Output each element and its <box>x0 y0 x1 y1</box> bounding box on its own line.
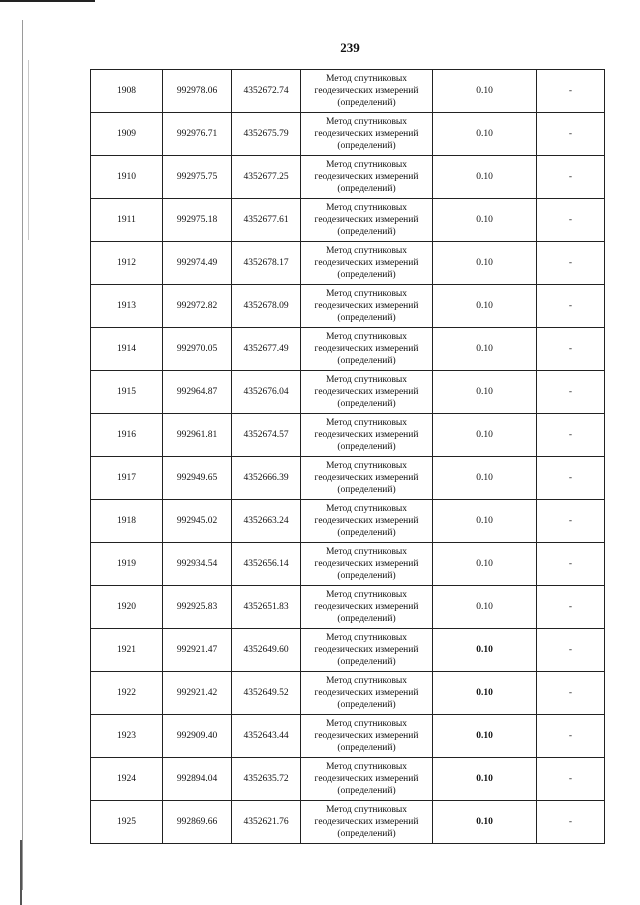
method-line: (определений) <box>337 485 396 495</box>
x-coordinate-cell: 992949.65 <box>163 457 232 500</box>
y-coordinate-cell: 4352678.09 <box>232 285 301 328</box>
note-cell: - <box>537 457 605 500</box>
method-line: Метод спутниковых <box>325 590 408 600</box>
y-coordinate-cell: 4352663.24 <box>232 500 301 543</box>
method-line: (определений) <box>337 313 396 323</box>
method-cell <box>301 156 433 199</box>
method-cell <box>301 199 433 242</box>
accuracy-cell: 0.10 <box>433 543 537 586</box>
accuracy-cell: 0.10 <box>433 715 537 758</box>
note-cell: - <box>537 586 605 629</box>
method-line: Метод спутниковых <box>325 676 408 686</box>
method-line: геодезических измерений <box>314 258 419 268</box>
x-coordinate-cell: 992945.02 <box>163 500 232 543</box>
table-row <box>91 328 605 371</box>
note-cell: - <box>537 801 605 844</box>
note-cell: - <box>537 70 605 113</box>
table-row <box>91 457 605 500</box>
y-coordinate-cell: 4352621.76 <box>232 801 301 844</box>
point-number-cell: 1918 <box>91 500 163 543</box>
table-row <box>91 758 605 801</box>
x-coordinate-cell: 992894.04 <box>163 758 232 801</box>
x-coordinate-cell: 992976.71 <box>163 113 232 156</box>
y-coordinate-cell: 4352677.61 <box>232 199 301 242</box>
method-line: Метод спутниковых <box>325 203 408 213</box>
x-coordinate-cell: 992974.49 <box>163 242 232 285</box>
y-coordinate-cell: 4352678.17 <box>232 242 301 285</box>
point-number-cell: 1917 <box>91 457 163 500</box>
y-coordinate-cell: 4352675.79 <box>232 113 301 156</box>
point-number-cell: 1910 <box>91 156 163 199</box>
method-line: (определений) <box>337 829 396 839</box>
method-line: (определений) <box>337 98 396 108</box>
accuracy-cell: 0.10 <box>433 586 537 629</box>
accuracy-cell: 0.10 <box>433 414 537 457</box>
point-number-cell: 1911 <box>91 199 163 242</box>
coordinates-table <box>90 69 605 844</box>
method-line: Метод спутниковых <box>325 289 408 299</box>
table-row <box>91 70 605 113</box>
method-line: геодезических измерений <box>314 473 419 483</box>
method-line: Метод спутниковых <box>325 246 408 256</box>
x-coordinate-cell: 992869.66 <box>163 801 232 844</box>
y-coordinate-cell: 4352643.44 <box>232 715 301 758</box>
note-cell: - <box>537 758 605 801</box>
note-cell: - <box>537 242 605 285</box>
accuracy-cell: 0.10 <box>433 156 537 199</box>
note-cell: - <box>537 199 605 242</box>
method-line: (определений) <box>337 614 396 624</box>
accuracy-cell: 0.10 <box>433 629 537 672</box>
point-number-cell: 1913 <box>91 285 163 328</box>
x-coordinate-cell: 992909.40 <box>163 715 232 758</box>
method-line: (определений) <box>337 141 396 151</box>
y-coordinate-cell: 4352674.57 <box>232 414 301 457</box>
method-line: геодезических измерений <box>314 430 419 440</box>
x-coordinate-cell: 992934.54 <box>163 543 232 586</box>
note-cell: - <box>537 414 605 457</box>
accuracy-cell: 0.10 <box>433 500 537 543</box>
method-line: Метод спутниковых <box>325 117 408 127</box>
accuracy-cell: 0.10 <box>433 70 537 113</box>
accuracy-cell: 0.10 <box>433 758 537 801</box>
method-line: геодезических измерений <box>314 602 419 612</box>
point-number-cell: 1915 <box>91 371 163 414</box>
method-line: геодезических измерений <box>314 559 419 569</box>
y-coordinate-cell: 4352666.39 <box>232 457 301 500</box>
method-cell <box>301 586 433 629</box>
x-coordinate-cell: 992921.42 <box>163 672 232 715</box>
accuracy-cell: 0.10 <box>433 801 537 844</box>
point-number-cell: 1925 <box>91 801 163 844</box>
note-cell: - <box>537 715 605 758</box>
x-coordinate-cell: 992921.47 <box>163 629 232 672</box>
method-line: (определений) <box>337 356 396 366</box>
point-number-cell: 1924 <box>91 758 163 801</box>
method-cell <box>301 242 433 285</box>
method-line: геодезических измерений <box>314 645 419 655</box>
method-cell <box>301 758 433 801</box>
note-cell: - <box>537 285 605 328</box>
table-row <box>91 586 605 629</box>
method-line: (определений) <box>337 571 396 581</box>
x-coordinate-cell: 992961.81 <box>163 414 232 457</box>
accuracy-cell: 0.10 <box>433 328 537 371</box>
method-line: (определений) <box>337 528 396 538</box>
method-line: (определений) <box>337 786 396 796</box>
note-cell: - <box>537 328 605 371</box>
table-row <box>91 414 605 457</box>
accuracy-cell: 0.10 <box>433 371 537 414</box>
table-row <box>91 543 605 586</box>
method-line: Метод спутниковых <box>325 375 408 385</box>
point-number-cell: 1920 <box>91 586 163 629</box>
point-number-cell: 1912 <box>91 242 163 285</box>
accuracy-cell: 0.10 <box>433 285 537 328</box>
accuracy-cell: 0.10 <box>433 457 537 500</box>
note-cell: - <box>537 371 605 414</box>
method-line: (определений) <box>337 270 396 280</box>
table-row <box>91 715 605 758</box>
point-number-cell: 1919 <box>91 543 163 586</box>
point-number-cell: 1916 <box>91 414 163 457</box>
method-line: Метод спутниковых <box>325 805 408 815</box>
point-number-cell: 1909 <box>91 113 163 156</box>
accuracy-cell: 0.10 <box>433 672 537 715</box>
accuracy-cell: 0.10 <box>433 113 537 156</box>
method-cell <box>301 371 433 414</box>
table-row <box>91 113 605 156</box>
method-line: геодезических измерений <box>314 172 419 182</box>
note-cell: - <box>537 672 605 715</box>
scan-left-edge <box>22 20 23 890</box>
y-coordinate-cell: 4352649.60 <box>232 629 301 672</box>
x-coordinate-cell: 992972.82 <box>163 285 232 328</box>
table-row <box>91 500 605 543</box>
coordinates-table-body <box>91 70 605 844</box>
x-coordinate-cell: 992978.06 <box>163 70 232 113</box>
method-line: (определений) <box>337 743 396 753</box>
method-line: геодезических измерений <box>314 344 419 354</box>
point-number-cell: 1923 <box>91 715 163 758</box>
x-coordinate-cell: 992970.05 <box>163 328 232 371</box>
y-coordinate-cell: 4352677.49 <box>232 328 301 371</box>
y-coordinate-cell: 4352649.52 <box>232 672 301 715</box>
method-cell <box>301 801 433 844</box>
table-row <box>91 629 605 672</box>
method-line: геодезических измерений <box>314 129 419 139</box>
method-line: Метод спутниковых <box>325 461 408 471</box>
method-line: (определений) <box>337 657 396 667</box>
table-row <box>91 242 605 285</box>
point-number-cell: 1908 <box>91 70 163 113</box>
scan-top-mark <box>0 0 95 2</box>
method-cell <box>301 500 433 543</box>
method-line: геодезических измерений <box>314 387 419 397</box>
y-coordinate-cell: 4352651.83 <box>232 586 301 629</box>
method-line: Метод спутниковых <box>325 332 408 342</box>
method-cell <box>301 715 433 758</box>
method-line: геодезических измерений <box>314 301 419 311</box>
note-cell: - <box>537 500 605 543</box>
y-coordinate-cell: 4352676.04 <box>232 371 301 414</box>
method-line: геодезических измерений <box>314 516 419 526</box>
method-cell <box>301 328 433 371</box>
method-cell <box>301 70 433 113</box>
method-line: геодезических измерений <box>314 731 419 741</box>
scan-left-edge-bottom <box>20 840 22 905</box>
y-coordinate-cell: 4352656.14 <box>232 543 301 586</box>
method-line: Метод спутниковых <box>325 504 408 514</box>
y-coordinate-cell: 4352672.74 <box>232 70 301 113</box>
point-number-cell: 1922 <box>91 672 163 715</box>
method-line: Метод спутниковых <box>325 160 408 170</box>
method-cell <box>301 113 433 156</box>
method-line: (определений) <box>337 442 396 452</box>
x-coordinate-cell: 992964.87 <box>163 371 232 414</box>
note-cell: - <box>537 629 605 672</box>
note-cell: - <box>537 113 605 156</box>
method-line: (определений) <box>337 184 396 194</box>
method-line: Метод спутниковых <box>325 719 408 729</box>
method-line: (определений) <box>337 227 396 237</box>
y-coordinate-cell: 4352677.25 <box>232 156 301 199</box>
method-line: геодезических измерений <box>314 215 419 225</box>
table-row <box>91 801 605 844</box>
method-line: Метод спутниковых <box>325 74 408 84</box>
note-cell: - <box>537 543 605 586</box>
point-number-cell: 1921 <box>91 629 163 672</box>
accuracy-cell: 0.10 <box>433 242 537 285</box>
table-row <box>91 672 605 715</box>
accuracy-cell: 0.10 <box>433 199 537 242</box>
method-cell <box>301 285 433 328</box>
method-line: геодезических измерений <box>314 86 419 96</box>
method-cell <box>301 629 433 672</box>
x-coordinate-cell: 992925.83 <box>163 586 232 629</box>
method-line: геодезических измерений <box>314 774 419 784</box>
method-cell <box>301 672 433 715</box>
method-cell <box>301 414 433 457</box>
x-coordinate-cell: 992975.18 <box>163 199 232 242</box>
x-coordinate-cell: 992975.75 <box>163 156 232 199</box>
y-coordinate-cell: 4352635.72 <box>232 758 301 801</box>
table-row <box>91 285 605 328</box>
point-number-cell: 1914 <box>91 328 163 371</box>
method-cell <box>301 543 433 586</box>
page-number: 239 <box>340 40 360 55</box>
method-line: геодезических измерений <box>314 688 419 698</box>
table-row <box>91 371 605 414</box>
method-line: Метод спутниковых <box>325 633 408 643</box>
method-line: Метод спутниковых <box>325 547 408 557</box>
method-line: Метод спутниковых <box>325 762 408 772</box>
note-cell: - <box>537 156 605 199</box>
method-line: (определений) <box>337 700 396 710</box>
table-row <box>91 199 605 242</box>
scan-left-edge-faint <box>28 60 29 240</box>
method-cell <box>301 457 433 500</box>
table-row <box>91 156 605 199</box>
method-line: геодезических измерений <box>314 817 419 827</box>
method-line: Метод спутниковых <box>325 418 408 428</box>
method-line: (определений) <box>337 399 396 409</box>
